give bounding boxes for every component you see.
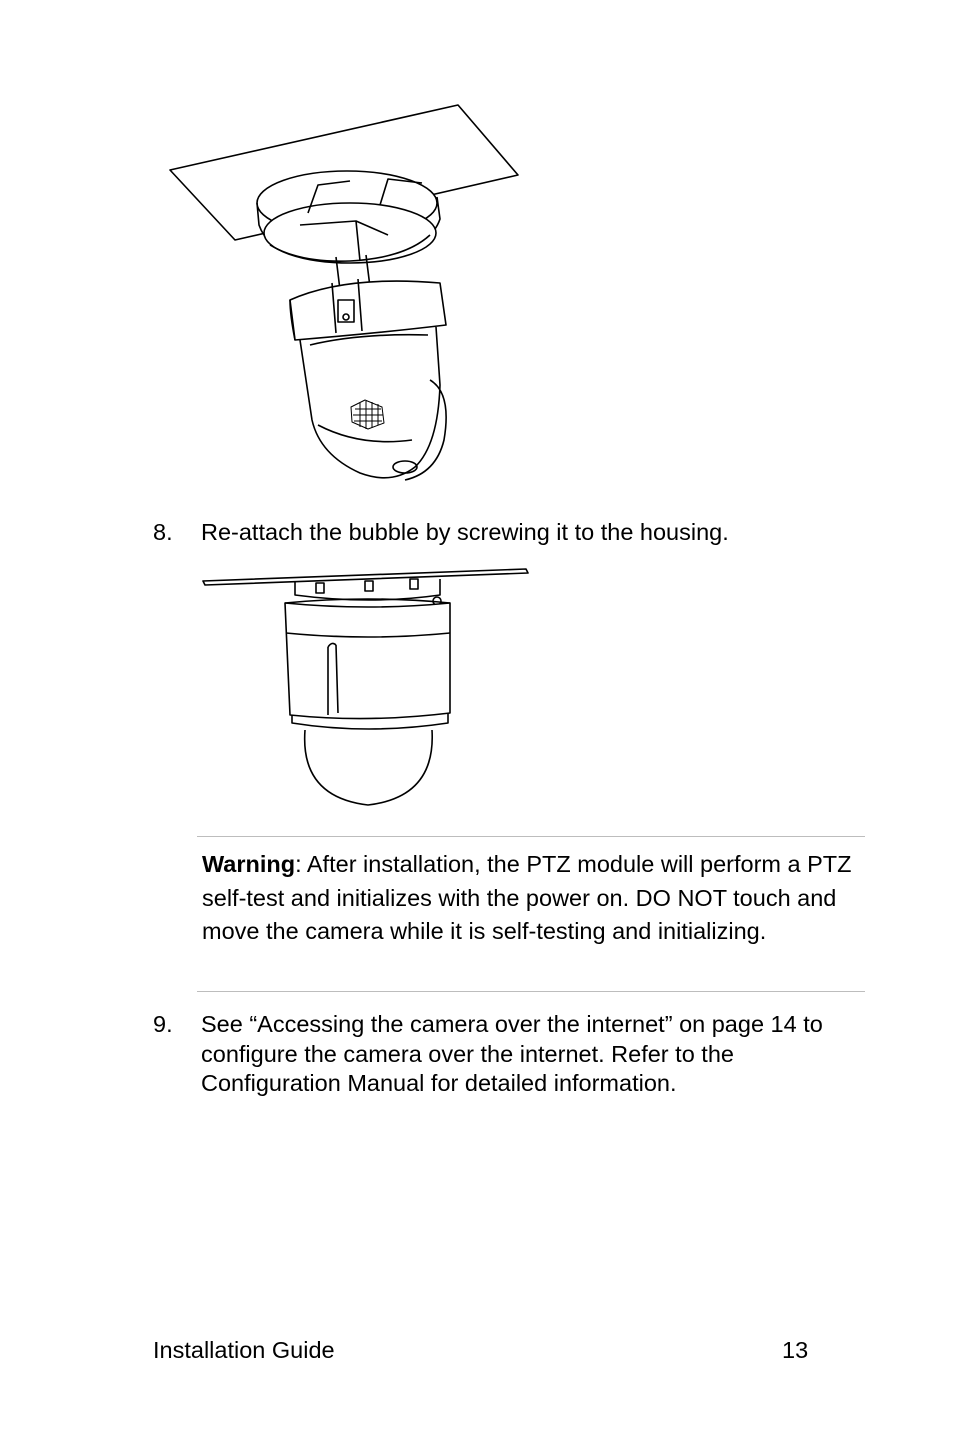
step-number: 9. (153, 1011, 173, 1037)
camera-bubble-illustration (200, 565, 532, 810)
step-text: Re-attach the bubble by screwing it to the housing. (201, 519, 729, 545)
step-number: 8. (153, 519, 173, 545)
warning-label: Warning (202, 851, 296, 877)
warning-text: : After installation, the PTZ module will perform a PTZ self-test and initializes with the power on. DO NOT touch and move the camera while it is self-testing and initializing. (202, 851, 852, 944)
warning-top-rule (197, 836, 865, 837)
camera-tilted-illustration (160, 95, 530, 495)
warning-bottom-rule (197, 991, 865, 992)
page-number: 13 (782, 1337, 809, 1363)
step-text: See “Accessing the camera over the internet” on page 14 to configure the camera over the internet. Refer to the Configuration Manual for detailed information. (201, 1011, 823, 1096)
footer-title: Installation Guide (153, 1337, 335, 1363)
warning-note (202, 848, 864, 949)
